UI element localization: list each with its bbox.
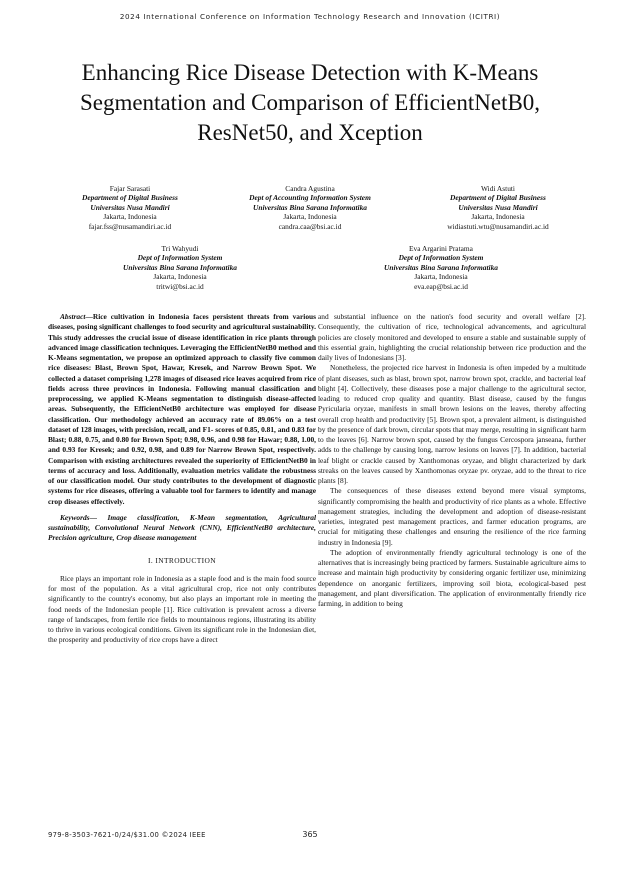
page-number: 365: [302, 830, 318, 839]
author-email: widiastuti.wtu@nusamandiri.ac.id: [447, 221, 549, 231]
author-name: Tri Wahyudi: [161, 244, 199, 253]
author-city: Jakarta, Indonesia: [283, 212, 337, 222]
body-paragraph: The consequences of these diseases extend beyond mere visual symptoms, significantly compromising the health and productivity of rice plants as a whole. Effective management strategies, including the development and adoption of disease-resistant varieties, integrated pest management practices, and farmer education programs, are crucial for mitigating these challenges and ensuring the resilience of the rice farming industry in Indonesia [9].: [318, 486, 586, 547]
keywords-text: Image classification, K-Mean segmentation, Agricultural sustainability, Convolutional Neural Network (CNN), EfficientNetB0 architecture, Precision agriculture, Crop disease management: [48, 512, 316, 543]
keywords: [48, 513, 316, 544]
title-line-2: Segmentation and Comparison of EfficientNetB0,: [79, 90, 541, 115]
paper-title: [20, 58, 600, 148]
author-department: Dept of Accounting Information System: [249, 193, 371, 203]
author-block-4: [90, 244, 270, 291]
title-line-1: Enhancing Rice Disease Detection with K-Means: [81, 60, 539, 85]
author-university: Universitas Bina Sarana Informatika: [384, 262, 498, 272]
author-block-3: [408, 184, 588, 231]
keywords-label: Keywords—: [60, 512, 97, 522]
title-line-3: ResNet50, and Xception: [197, 120, 423, 145]
author-university: Universitas Bina Sarana Informatika: [123, 262, 237, 272]
author-university: Universitas Nusa Mandiri: [458, 202, 538, 212]
author-name: Eva Argarini Pratama: [409, 244, 473, 253]
author-block-1: [40, 184, 220, 231]
author-department: Dept of Information System: [398, 253, 484, 263]
right-column: [318, 312, 586, 609]
author-name: Widi Astuti: [481, 184, 515, 193]
author-name: Fajar Sarasati: [109, 184, 151, 193]
author-email: fajar.fss@nusamandiri.ac.id: [88, 221, 172, 231]
left-column: [48, 312, 316, 646]
abstract-label: Abstract—: [60, 312, 93, 321]
intro-paragraph: Rice plays an important role in Indonesia as a staple food and is the main food source for most of the population. As a vital agricultural crop, rice not only contributes significantly to the country's economy, but also plays an important role in meeting the food needs of the Indonesian people [1]. Rice cultivation is prevalent across a diverse range of landscapes, from fertile rice fields to mountainous regions, illustrating its ability to thrive in various ecological conditions. Given its significant role in the Indonesian diet, the prosperity and productivity of rice crops have a direct: [48, 573, 316, 645]
author-university: Universitas Nusa Mandiri: [90, 202, 170, 212]
section-heading-introduction: I. INTRODUCTION: [148, 555, 216, 565]
conference-header: 2024 International Conference on Information Technology Research and Innovation (ICITRI): [119, 12, 501, 21]
abstract: [48, 312, 316, 507]
abstract-text: Rice cultivation in Indonesia faces persistent threats from various diseases, posing significant challenges to food security and agricultural sustainability. This study addresses the crucial issue of disease identification in rice plants through advanced image classification techniques. Leveraging the EfficientNetB0 method and K-Means segmentation, we propose an optimized approach to classify five common rice diseases: Blast, Brown Spot, Hawar, Kresek, and Narrow Brown Spot. We collected a dataset comprising 1,278 images of diseased rice leaves acquired from rice fields across three provinces in Indonesia. Following manual classification and preprocessing, we applied K-Means segmentation to distinguish disease-affected areas. Subsequently, the EfficientNetB0 architecture was employed for disease classification. Our methodology achieved an accuracy rate of 89.06% on a test dataset of 128 images, with precision, recall, and F1- scores of 0.85, 0.81, and 0.83 for Blast; 0.88, 0.75, and 0.80 for Brown Spot; 0.98, 0.96, and 0.98 for Hawar; 0.88, 1.00, and 0.93 for Kresek; and 0.92, 0.98, and 0.89 for Narrow Brown Spot, respectively. Comparison with existing architectures revealed the superiority of EfficientNetB0 in terms of accuracy and loss. Additionally, evaluation metrics validate the robustness of our classification model. Our study contributes to the development of diagnostic systems for rice diseases, offering a valuable tool for farmers to identify and manage crop diseases effectively.: [48, 312, 316, 506]
author-department: Department of Digital Business: [82, 193, 178, 203]
author-email: eva.eap@bsi.ac.id: [414, 281, 468, 291]
author-block-5: [351, 244, 531, 291]
author-department: Department of Digital Business: [450, 193, 546, 203]
isbn-footer: 979-8-3503-7621-0/24/$31.00 ©2024 IEEE: [48, 831, 206, 839]
author-city: Jakarta, Indonesia: [103, 212, 157, 222]
author-city: Jakarta, Indonesia: [471, 212, 525, 222]
author-email: tritwi@bsi.ac.id: [156, 281, 204, 291]
body-paragraph: The adoption of environmentally friendly agricultural technology is one of the alternatives that is increasingly being practiced by farmers. Sustainable agriculture aims to increase and maintain high productivity by considering organic fertilizer use, minimizing dependence on anorganic fertilizers, improving soil biota, ecological-based pest management, and plant diversification. The application of environmentally friendly rice farming, in addition to being: [318, 547, 586, 608]
author-department: Dept of Information System: [137, 253, 223, 263]
author-email: candra.caa@bsi.ac.id: [278, 221, 342, 231]
author-university: Universitas Bina Sarana Informatika: [253, 202, 367, 212]
author-block-2: [220, 184, 400, 231]
author-name: Candra Agustina: [285, 184, 335, 193]
body-paragraph: and substantial influence on the nation's food security and overall welfare [2]. Consequently, the cultivation of rice, technological advancements, and agricultural policies are closely monitored and developed to ensure a stable and sustainable supply of this essential grain, highlighting the crucial relationship between rice production and the daily lives of Indonesians [3].: [318, 312, 586, 362]
author-city: Jakarta, Indonesia: [153, 272, 207, 282]
author-city: Jakarta, Indonesia: [414, 272, 468, 282]
body-paragraph: Nonetheless, the projected rice harvest in Indonesia is often impeded by a multitude of plant diseases, such as blast, brown spot, narrow brown spot, crackle, and bacterial leaf blight [4]. Collectively, these diseases pose a major challenge to the agricultural sector, leading to reduced crop quality and quantity. Blast disease, caused by the fungus Pyricularia oryzae, manifests in small brown lesions on the leaves, thereby affecting overall crop health and productivity [5]. Brown spot, a prevalent ailment, is distinguished by the presence of dark brown, circular spots that may merge, resulting in significant harm to the leaves [6]. Narrow brown spot, caused by the fungus Cercospora janseana, further adds to the challenge by causing long, narrow lesions on leaves [7]. In addition, bacterial leaf blight or crackle caused by Xanthomonas oryzae, and blight characterized by dark streaks on the leaves caused by Xanthomonas oryzae pv. oryzae, add to the threat to rice plants [8].: [318, 363, 586, 485]
